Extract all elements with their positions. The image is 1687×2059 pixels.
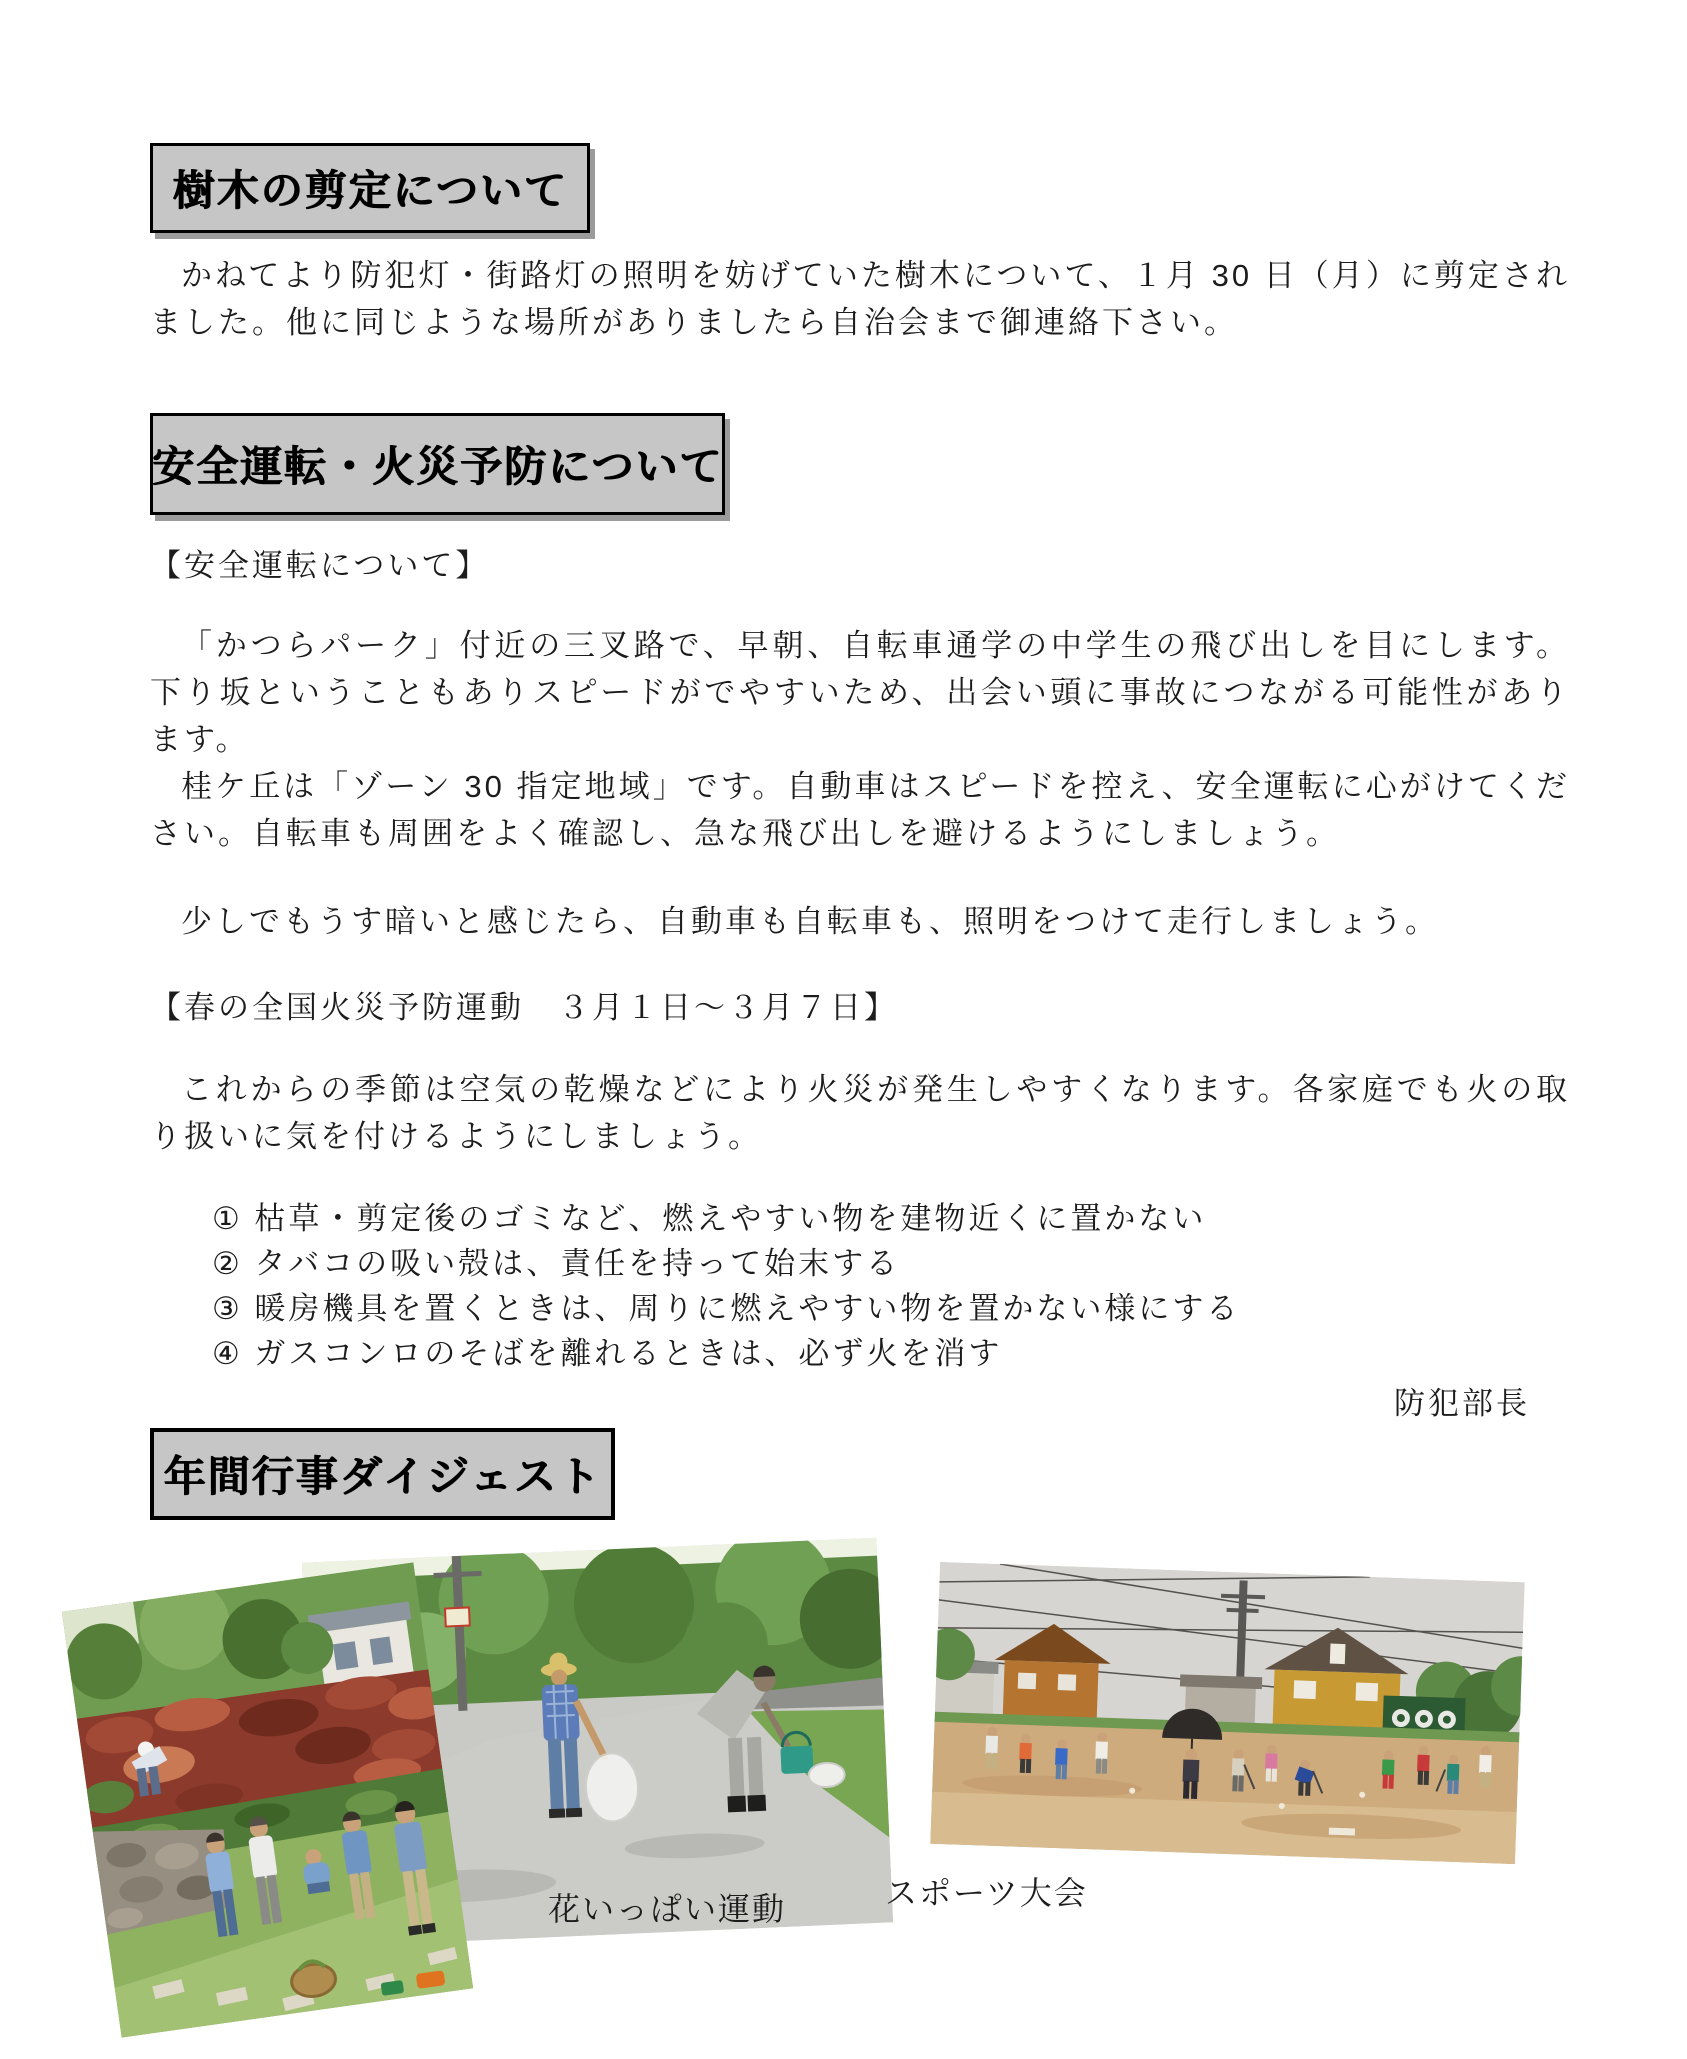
- fire-season-paragraph: [150, 1066, 1570, 1160]
- lights-paragraph: [150, 898, 1570, 945]
- photo-caption-flower-campaign: 花いっぱい運動: [548, 1891, 787, 1927]
- paragraph-text: 「かつらパーク」付近の三叉路で、早朝、自転車通学の中学生の飛び出しを目にします。下り坂ということもありスピードがでやすいため、出会い頭に事故につながる可能性があります。: [150, 628, 1570, 757]
- fire-prevention-rule-list: [212, 1196, 1240, 1376]
- paragraph-text: これからの季節は空気の乾燥などにより火災が発生しやすくなります。各家庭でも火の取り扱いに気を付けるようにしましょう。: [150, 1072, 1570, 1154]
- photo-flower-planting: [62, 1562, 473, 2037]
- subheading-fire-prevention: 【春の全国火災予防運動 ３月１日～３月７日】: [150, 990, 898, 1025]
- signature-crime-prevention-chief: 防犯部長: [1394, 1386, 1530, 1421]
- section-title-tree-pruning: 樹木の剪定について: [172, 167, 568, 214]
- paragraph-text: 桂ケ丘は「ゾーン 30 指定地域」です。自動車はスピードを控え、安全運転に心がけてください。自転車も周囲をよく確認し、急な飛び出しを避けるようにしましょう。: [150, 769, 1570, 851]
- subheading-safe-driving: 【安全運転について】: [150, 548, 490, 583]
- safe-driving-paragraphs: [150, 622, 1570, 857]
- paragraph-text: 少しでもうす暗いと感じたら、自動車も自転車も、照明をつけて走行しましょう。: [181, 904, 1439, 939]
- tree-pruning-paragraph: [150, 252, 1570, 346]
- section-title-box-tree-pruning: [150, 143, 590, 233]
- section-title-safety: 安全運転・火災予防について: [151, 443, 724, 490]
- fire-rule-item: ① 枯草・剪定後のゴミなど、燃えやすい物を建物近くに置かない: [212, 1201, 1207, 1236]
- photo-sports-day: [930, 1562, 1524, 1864]
- photo-caption-sports-day: スポーツ大会: [885, 1875, 1088, 1911]
- flower-planting-illustration: [62, 1562, 473, 2037]
- section-title-box-safety: [150, 413, 725, 515]
- fire-rule-item: ③ 暖房機具を置くときは、周りに燃えやすい物を置かない様にする: [212, 1291, 1241, 1326]
- paragraph-text: かねてより防犯灯・街路灯の照明を妨げていた樹木について、１月 30 日（月）に剪定されました。他に同じような場所がありましたら自治会まで御連絡下さい。: [150, 258, 1570, 340]
- sports-day-illustration: [930, 1562, 1524, 1864]
- section-title-box-annual-events: [150, 1428, 615, 1520]
- fire-rule-item: ② タバコの吸い殻は、責任を持って始末する: [212, 1246, 901, 1281]
- section-title-annual-events: 年間行事ダイジェスト: [163, 1453, 602, 1500]
- fire-rule-item: ④ ガスコンロのそばを離れるときは、必ず火を消す: [212, 1336, 1003, 1371]
